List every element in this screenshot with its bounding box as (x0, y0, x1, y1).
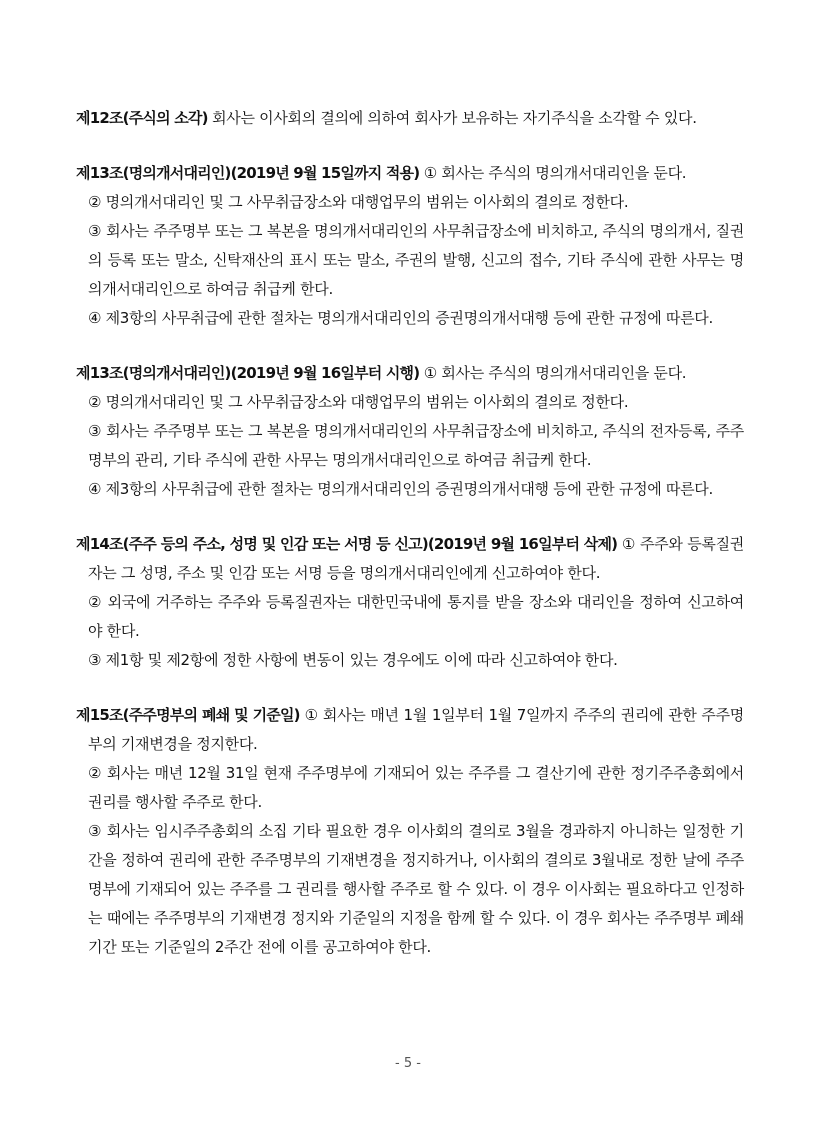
article-13a-heading: 제13조(명의개서대리인)(2019년 9월 15일까지 적용) (76, 164, 420, 182)
article-15-first-paragraph (76, 701, 744, 759)
article-13b-clause-2: ② 명의개서대리인 및 그 사무취급장소와 대행업무의 범위는 이사회의 결의로 정한다. (88, 393, 629, 411)
article-13a-clause-1: ① 회사는 주식의 명의개서대리인을 둔다. (423, 164, 687, 182)
article-15-clause-3: ③ 회사는 임시주주총회의 소집 기타 필요한 경우 이사회의 결의로 3월을 경과하지 아니하는 일정한 기간을 정하여 권리에 관한 주주명부의 기재변경을 정지하거나, 이사회의 결의로 3월내로 정한 날에 주주명부에 기재되어 있는 주주를 그 권리를 행사할 주주로 할 수 있다. 이 경우 이사회는 필요하다고 인정하는 때에는 주주명부의 기재변경 정지와 기준일의 지정을 함께 할 수 있다. 이 경우 회사는 주주명부 폐쇄기간 또는 기준일의 2주간 전에 이를 공고하여야 한다. (88, 822, 744, 956)
article-15-clause-2: ② 회사는 매년 12월 31일 현재 주주명부에 기재되어 있는 주주를 그 결산기에 관한 정기주주총회에서 권리를 행사할 주주로 한다. (88, 764, 744, 811)
article-13a-clause-4: ④ 제3항의 사무취급에 관한 절차는 명의개서대리인의 증권명의개서대행 등에 관한 규정에 따른다. (88, 309, 713, 327)
article-13b-clause-1: ① 회사는 주식의 명의개서대리인을 둔다. (423, 364, 687, 382)
article-13b-heading: 제13조(명의개서대리인)(2019년 9월 16일부터 시행) (76, 364, 420, 382)
article-13a-first-paragraph (76, 159, 744, 188)
article-14 (76, 530, 744, 675)
article-12-text: 회사는 이사회의 결의에 의하여 회사가 보유하는 자기주식을 소각할 수 있다. (212, 109, 697, 127)
page-number: - 5 - (395, 1056, 421, 1071)
article-15 (76, 701, 744, 962)
article-14-first-paragraph (76, 530, 744, 588)
article-13a-clause-2: ② 명의개서대리인 및 그 사무취급장소와 대행업무의 범위는 이사회의 결의로 정한다. (88, 193, 629, 211)
article-13-from-2019-09-16 (76, 359, 744, 504)
article-14-heading: 제14조(주주 등의 주소, 성명 및 인감 또는 서명 등 신고)(2019년 9월 16일부터 삭제) (76, 535, 618, 553)
article-12 (76, 104, 744, 133)
article-13a-clause-3: ③ 회사는 주주명부 또는 그 복본을 명의개서대리인의 사무취급장소에 비치하고, 주식의 명의개서, 질권의 등록 또는 말소, 신탁재산의 표시 또는 말소, 주권의 발행, 신고의 접수, 기타 주식에 관한 사무는 명의개서대리인으로 하여금 취급케 한다. (88, 222, 744, 298)
article-15-heading: 제15조(주주명부의 폐쇄 및 기준일) (76, 706, 300, 724)
article-12-heading: 제12조(주식의 소각) (76, 109, 208, 127)
article-13b-clause-3: ③ 회사는 주주명부 또는 그 복본을 명의개서대리인의 사무취급장소에 비치하고, 주식의 전자등록, 주주명부의 관리, 기타 주식에 관한 사무는 명의개서대리인으로 하여금 취급케 한다. (88, 422, 744, 469)
article-14-clause-3: ③ 제1항 및 제2항에 정한 사항에 변동이 있는 경우에도 이에 따라 신고하여야 한다. (88, 651, 618, 669)
article-14-clause-2: ② 외국에 거주하는 주주와 등록질권자는 대한민국내에 통지를 받을 장소와 대리인을 정하여 신고하여야 한다. (88, 593, 744, 640)
article-13-until-2019-09-15 (76, 159, 744, 333)
article-13b-first-paragraph (76, 359, 744, 388)
article-14-clause-1: ① 주주와 등록질권자는 그 성명, 주소 및 인감 또는 서명 등을 명의개서대리인에게 신고하여야 한다. (88, 535, 745, 582)
article-15-clause-1: ① 회사는 매년 1월 1일부터 1월 7일까지 주주의 권리에 관한 주주명부의 기재변경을 정지한다. (88, 706, 744, 753)
article-12-first-paragraph (76, 104, 744, 133)
article-13b-clause-4: ④ 제3항의 사무취급에 관한 절차는 명의개서대리인의 증권명의개서대행 등에 관한 규정에 따른다. (88, 480, 713, 498)
articles-body (76, 104, 744, 988)
